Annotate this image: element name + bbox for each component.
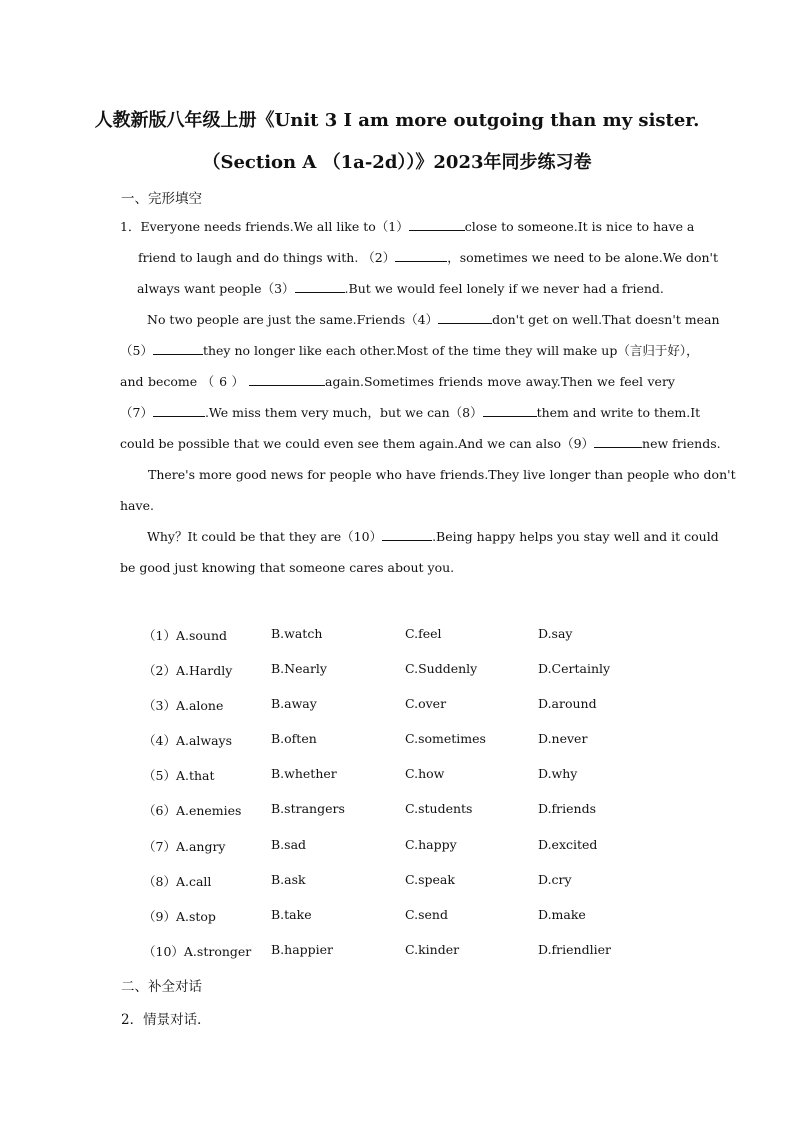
option-a: （6）A.enemies (143, 803, 242, 819)
blank-5 (153, 342, 203, 355)
passage-line: 1．Everyone needs friends.We all like to（1） close to someone.It is nice to have a (120, 219, 695, 234)
option-a: （4）A.always (143, 733, 233, 749)
option-c: C.send (405, 906, 448, 922)
blank-6 (249, 373, 325, 386)
option-c: C.over (405, 696, 447, 712)
passage-line: （5） they no longer like each other.Most of the time they will make up（言归于好）， (120, 343, 699, 358)
passage-line: always want people（3） .But we would feel lonely if we never had a friend. (137, 281, 664, 296)
option-d: D.never (538, 731, 588, 747)
option-d: D.excited (538, 836, 598, 852)
option-b: B.strangers (271, 801, 345, 817)
blank-9 (594, 435, 642, 448)
option-d: D.make (538, 906, 586, 922)
option-a: （1）A.sound (143, 628, 227, 643)
blank-1 (409, 218, 465, 231)
option-c: C.sometimes (405, 731, 486, 747)
page-title-line1: 人教新版八年级上册《Unit 3 I am more outgoing than my sister. (94, 110, 700, 131)
section-heading-dialogue: 二、补全对话 (121, 979, 202, 995)
passage-line: and become （ 6 ） again.Sometimes friends move away.Then we feel very (120, 374, 675, 389)
option-b: B.take (271, 906, 312, 922)
option-a: （5）A.that (143, 768, 215, 784)
passage-line: No two people are just the same.Friends（4） don't get on well.That doesn't mean (147, 312, 720, 327)
option-a: （3）A.alone (143, 698, 224, 714)
option-d: D.say (538, 626, 573, 641)
option-a: （2）A.Hardly (143, 663, 233, 679)
option-a: （9）A.stop (143, 908, 216, 924)
blank-4 (438, 311, 492, 324)
blank-3 (295, 280, 345, 293)
option-c: C.happy (405, 836, 457, 852)
blank-2 (395, 249, 447, 262)
option-c: C.students (405, 801, 473, 817)
option-b: B.Nearly (271, 661, 327, 677)
option-d: D.cry (538, 871, 572, 887)
blank-7 (153, 404, 205, 417)
option-d: D.around (538, 696, 597, 712)
cloze-passage (120, 211, 736, 583)
passage-line: Why？It could be that they are（10） .Being happy helps you stay well and it could (147, 529, 719, 544)
option-d: D.why (538, 766, 578, 782)
passage-line: （7） .We miss them very much，but we can（8） them and write to them.It (120, 405, 701, 420)
passage-line: be good just knowing that someone cares about you. (120, 560, 455, 575)
passage-line: There's more good news for people who have friends.They live longer than people who don't (148, 467, 736, 482)
passage-line: friend to laugh and do things with. （2） ，sometimes we need to be alone.We don't (138, 250, 719, 265)
option-c: C.speak (405, 871, 455, 887)
question-2-prompt: 2．情景对话． (121, 1012, 211, 1028)
option-c: C.how (405, 766, 445, 782)
option-c: C.Suddenly (405, 661, 478, 677)
option-c: C.kinder (405, 941, 460, 957)
option-b: B.whether (271, 766, 337, 782)
option-b: B.away (271, 696, 317, 712)
section-heading-cloze: 一、完形填空 (121, 191, 202, 207)
blank-10 (382, 528, 432, 541)
option-c: C.feel (405, 626, 442, 641)
option-d: D.Certainly (538, 661, 611, 677)
passage-line: could be possible that we could even see them again.And we can also（9） new friends. (120, 436, 721, 451)
option-a: （8）A.call (143, 873, 212, 889)
option-b: B.watch (271, 626, 323, 641)
option-a: （10）A.stronger (143, 943, 252, 959)
page-title-line2: （Section A （1a-2d））》2023年同步练习卷 (202, 152, 592, 173)
option-d: D.friends (538, 801, 597, 817)
passage-line: have. (120, 498, 154, 513)
blank-8 (483, 404, 537, 417)
option-b: B.ask (271, 871, 306, 887)
option-a: （7）A.angry (143, 838, 226, 854)
option-b: B.sad (271, 836, 307, 852)
option-b: B.happier (271, 941, 334, 957)
option-b: B.often (271, 731, 317, 747)
option-d: D.friendlier (538, 941, 611, 957)
